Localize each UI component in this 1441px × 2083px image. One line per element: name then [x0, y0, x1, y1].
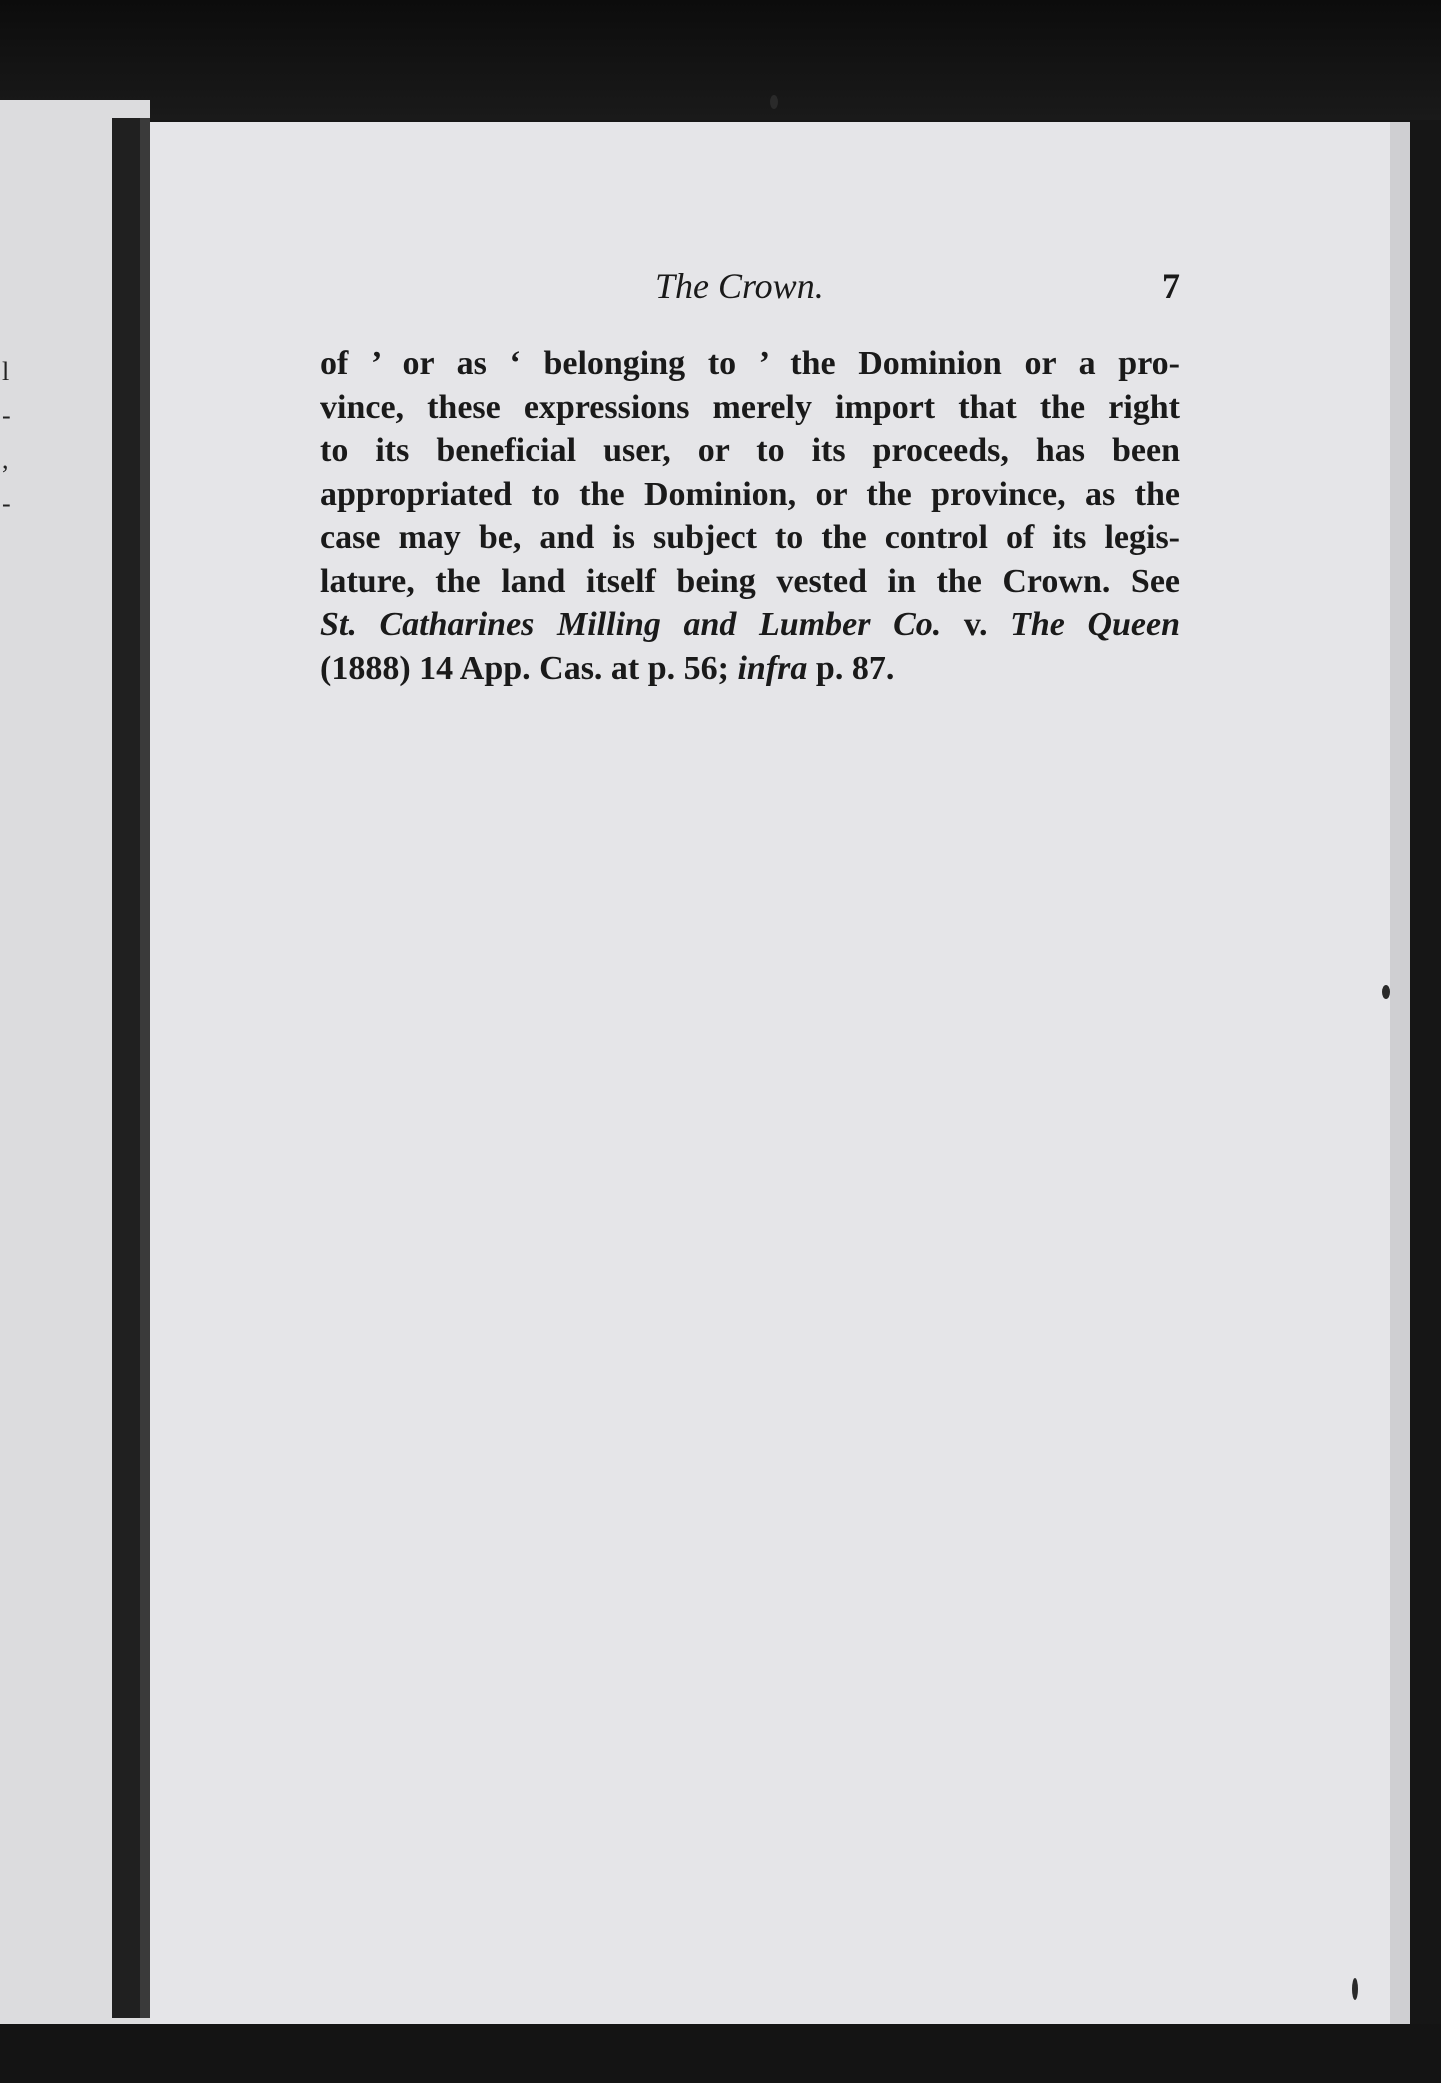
left-fragment: - — [2, 489, 11, 518]
left-fragment: l — [2, 357, 10, 386]
page-reference-text: p. 87. — [807, 649, 895, 687]
text-line: of ’ or as ‘ belonging to ’ the Dominion or a pro- — [320, 345, 1180, 382]
text-line: lature, the land itself being vested in the Crown. See — [320, 562, 1180, 600]
scan-speck — [1352, 1978, 1358, 2000]
scan-speck — [770, 95, 778, 109]
text-line: case may be, and is subject to the control of its legis- — [320, 519, 1180, 556]
versus-text: v. — [941, 606, 1011, 643]
text-line: to its beneficial user, or to its proceeds, has been — [320, 432, 1180, 469]
body-paragraph — [320, 342, 1180, 690]
page-right-edge — [1390, 122, 1410, 2024]
gutter-shadow — [140, 118, 150, 2018]
scan-speck — [1382, 985, 1390, 999]
citation-text: (1888) 14 App. Cas. at p. 56; — [320, 649, 738, 687]
party-name-italic: The Queen — [1010, 606, 1180, 643]
bottom-scan-shadow — [0, 2024, 1441, 2083]
left-fragment: , — [2, 445, 9, 474]
citation-line — [320, 603, 1180, 647]
top-scan-shadow — [0, 0, 1441, 120]
left-page-text-fragments — [2, 350, 16, 526]
left-fragment: - — [2, 401, 11, 430]
running-title: The Crown. — [655, 266, 824, 306]
text-line: vince, these expressions merely import that the right — [320, 388, 1180, 426]
infra-italic: infra — [737, 649, 808, 687]
page-number: 7 — [1162, 266, 1180, 306]
case-name-italic: St. Catharines Milling and Lumber Co. — [320, 606, 942, 643]
citation-reference-line — [320, 647, 1180, 691]
text-line: appropriated to the Dominion, or the province, as the — [320, 475, 1180, 513]
running-head — [320, 265, 1180, 315]
